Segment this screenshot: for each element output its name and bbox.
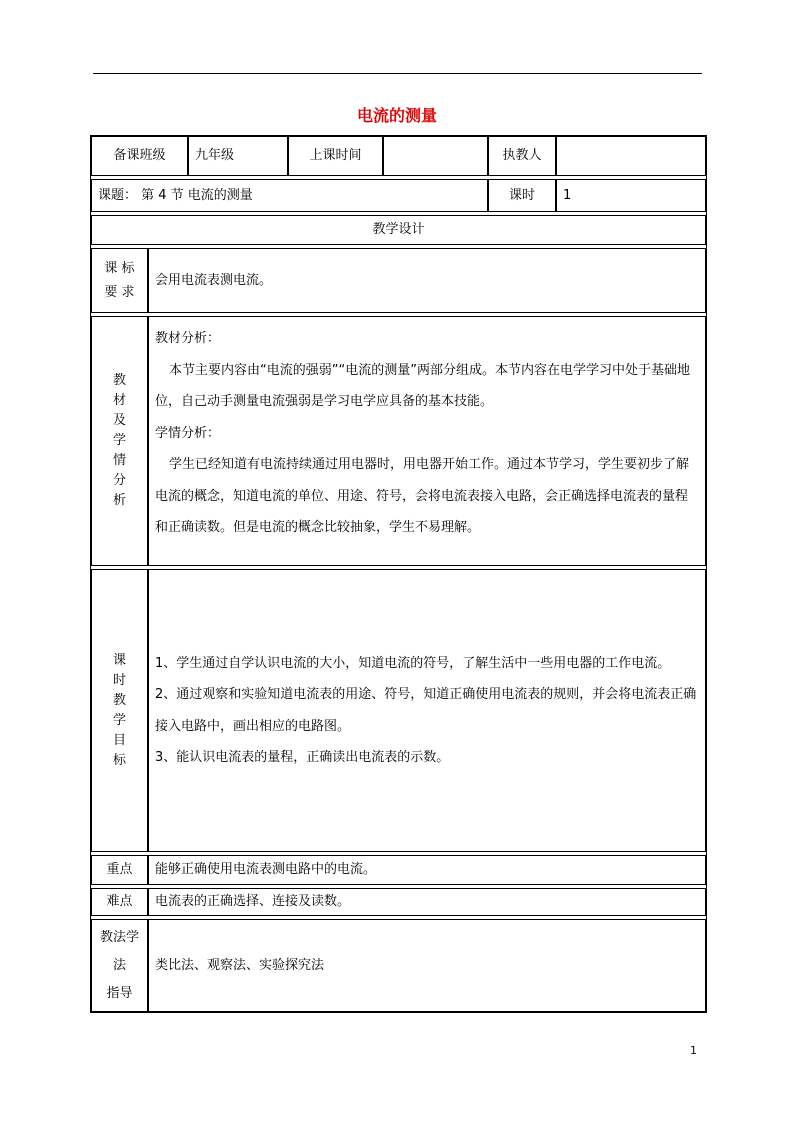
student-heading: 学情分析： bbox=[155, 425, 221, 441]
analysis-row bbox=[91, 316, 706, 566]
topic-row bbox=[91, 179, 706, 212]
standard-row bbox=[91, 248, 706, 313]
class-label: 备课班级 bbox=[91, 136, 188, 176]
material-heading: 教材分析： bbox=[155, 331, 221, 346]
analysis-label: 教 材 及 学 情 分 析 bbox=[91, 316, 148, 566]
hours-label: 课时 bbox=[488, 179, 556, 212]
key-point-content: 能够正确使用电流表测电路中的电流。 bbox=[148, 855, 706, 885]
key-point-label: 重点 bbox=[91, 855, 148, 885]
objectives-content bbox=[148, 569, 706, 852]
method-content: 类比法、观察法、实验探究法 bbox=[148, 919, 706, 1012]
teacher-label: 执教人 bbox=[488, 136, 556, 176]
material-text: 本节主要内容由“电流的强弱”“电流的测量”两部分组成。本节内容在电学学习中处于基础地位，自己动手测量电流强弱是学习电学应具备的基本技能。 bbox=[155, 362, 690, 409]
lesson-plan-table bbox=[90, 135, 707, 1013]
teacher-value bbox=[556, 136, 706, 176]
difficulty-content: 电流表的正确选择、连接及读数。 bbox=[148, 888, 706, 916]
document-title: 电流的测量 bbox=[356, 106, 437, 125]
standard-content: 会用电流表测电流。 bbox=[148, 248, 706, 313]
design-header-row bbox=[91, 215, 706, 245]
objective-item-3: 3、能认识电流表的量程，正确读出电流表的示数。 bbox=[155, 750, 450, 765]
difficulty-row bbox=[91, 888, 706, 916]
design-header: 教学设计 bbox=[91, 215, 706, 245]
topic: 课题： 第 4 节 电流的测量 bbox=[91, 179, 488, 212]
class-value: 九年级 bbox=[188, 136, 288, 176]
hours-value: 1 bbox=[556, 179, 706, 212]
analysis-content bbox=[148, 316, 706, 566]
key-point-row bbox=[91, 855, 706, 885]
page-number: 1 bbox=[690, 1044, 697, 1057]
difficulty-label: 难点 bbox=[91, 888, 148, 916]
method-row bbox=[91, 919, 706, 1012]
time-label: 上课时间 bbox=[288, 136, 383, 176]
info-row bbox=[91, 136, 706, 176]
objectives-row bbox=[91, 569, 706, 852]
time-value bbox=[383, 136, 488, 176]
objectives-label: 课 时 教 学 目 标 bbox=[91, 569, 148, 852]
header-rule bbox=[93, 73, 702, 74]
method-label: 教法学 法 指导 bbox=[91, 919, 148, 1012]
standard-label: 课 标 要 求 bbox=[91, 248, 148, 313]
objective-item-1: 1、学生通过自学认识电流的大小，知道电流的符号，了解生活中一些用电器的工作电流。 bbox=[155, 655, 671, 671]
student-text: 学生已经知道有电流持续通过用电器时，用电器开始工作。通过本节学习，学生要初步了解电流的概念，知道电流的单位、用途、符号，会将电流表接入电路，会正确选择电流表的量程和正确读数。但是电流的概念比较抽象，学生不易理解。 bbox=[155, 457, 690, 535]
objective-item-2: 2、通过观察和实验知道电流表的用途、符号，知道正确使用电流表的规则，并会将电流表正确接入电路中，画出相应的电路图。 bbox=[155, 687, 697, 734]
